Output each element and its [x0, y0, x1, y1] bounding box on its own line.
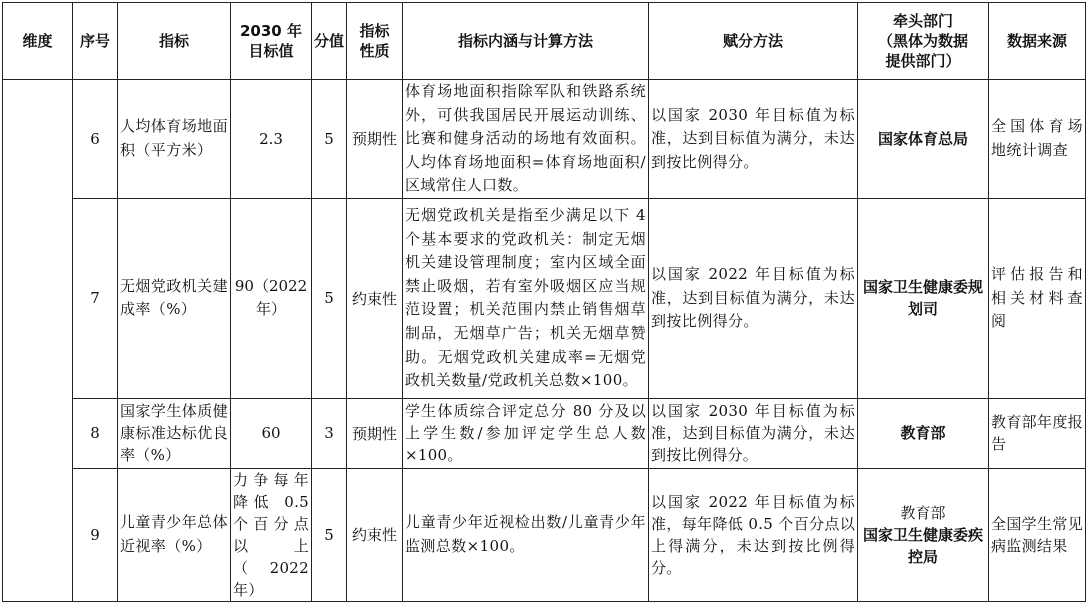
nature-cell: 预期性 — [347, 398, 403, 468]
table-row — [3, 398, 1086, 468]
table-row — [3, 468, 1086, 601]
target-cell: 90（2022年） — [231, 198, 312, 398]
dept-cell — [858, 80, 989, 199]
source-cell: 评估报告和相关材料查阅 — [989, 198, 1086, 398]
header-seq: 序号 — [73, 3, 118, 80]
header-score: 分值 — [312, 3, 347, 80]
dept-lead: 教育部 — [900, 503, 946, 522]
dept-data: 教育部 — [900, 424, 946, 443]
header-indicator: 指标 — [118, 3, 231, 80]
dept-cell — [858, 468, 989, 601]
indicator-cell: 无烟党政机关建成率（%） — [118, 198, 231, 398]
header-target: 2030 年 目标值 — [231, 3, 312, 80]
score-cell: 5 — [312, 80, 347, 199]
nature-cell: 约束性 — [347, 468, 403, 601]
source-cell: 全国体育场地统计调查 — [989, 80, 1086, 199]
nature-cell: 预期性 — [347, 80, 403, 199]
dept-data: 国家卫生健康委规划司 — [862, 278, 983, 319]
seq-cell: 8 — [73, 398, 118, 468]
seq-cell: 7 — [73, 198, 118, 398]
scoring-cell: 以国家 2030 年目标值为标准，达到目标值为满分，未达到按比例得分。 — [649, 398, 858, 468]
table-row — [3, 198, 1086, 398]
header-definition: 指标内涵与计算方法 — [403, 3, 649, 80]
header-source: 数据来源 — [989, 3, 1086, 80]
indicator-cell: 儿童青少年总体近视率（%） — [118, 468, 231, 601]
indicator-cell: 国家学生体质健康标准达标优良率（%） — [118, 398, 231, 468]
score-cell: 5 — [312, 198, 347, 398]
target-cell: 60 — [231, 398, 312, 468]
seq-cell: 6 — [73, 80, 118, 199]
nature-cell: 约束性 — [347, 198, 403, 398]
score-cell: 3 — [312, 398, 347, 468]
scoring-cell: 以国家 2022 年目标值为标准，每年降低 0.5 个百分点以上得满分，未达到按比例得分。 — [649, 468, 858, 601]
header-dept: 牵头部门 （黑体为数据 提供部门） — [858, 3, 989, 80]
source-cell: 全国学生常见病监测结果 — [989, 468, 1086, 601]
table-row — [3, 80, 1086, 199]
indicator-cell: 人均体育场地面积（平方米） — [118, 80, 231, 199]
scoring-cell: 以国家 2022 年目标值为标准，达到目标值为满分，未达到按比例得分。 — [649, 198, 858, 398]
header-scoring: 赋分方法 — [649, 3, 858, 80]
dept-data: 国家卫生健康委疾控局 — [862, 525, 983, 566]
source-cell: 教育部年度报告 — [989, 398, 1086, 468]
header-dimension: 维度 — [3, 3, 73, 80]
target-cell: 2.3 — [231, 80, 312, 199]
dept-cell — [858, 198, 989, 398]
score-cell: 5 — [312, 468, 347, 601]
dept-data: 国家体育总局 — [877, 129, 968, 148]
header-row — [3, 3, 1086, 80]
definition-cell: 体育场地面积指除军队和铁路系统外，可供我国居民开展运动训练、比赛和健身活动的场地有效面积。人均体育场地面积=体育场地面积/区域常住人口数。 — [403, 80, 649, 199]
definition-cell: 无烟党政机关是指至少满足以下 4 个基本要求的党政机关：制定无烟机关建设管理制度；室内区域全面禁止吸烟，若有室外吸烟区应当规范设置；机关范围内禁止销售烟草制品，无烟草广告；机关无烟草赞助。无烟党政机关建成率=无烟党政机关数量/党政机关总数×100。 — [403, 198, 649, 398]
seq-cell: 9 — [73, 468, 118, 601]
header-nature: 指标 性质 — [347, 3, 403, 80]
dimension-cell — [3, 80, 73, 602]
indicator-table — [2, 2, 1086, 602]
definition-cell: 学生体质综合评定总分 80 分及以上学生数/参加评定学生总人数×100。 — [403, 398, 649, 468]
definition-cell: 儿童青少年近视检出数/儿童青少年监测总数×100。 — [403, 468, 649, 601]
target-cell: 力争每年降低 0.5 个百分点以上（2022年） — [231, 468, 312, 601]
scoring-cell: 以国家 2030 年目标值为标准，达到目标值为满分，未达到按比例得分。 — [649, 80, 858, 199]
dept-cell — [858, 398, 989, 468]
